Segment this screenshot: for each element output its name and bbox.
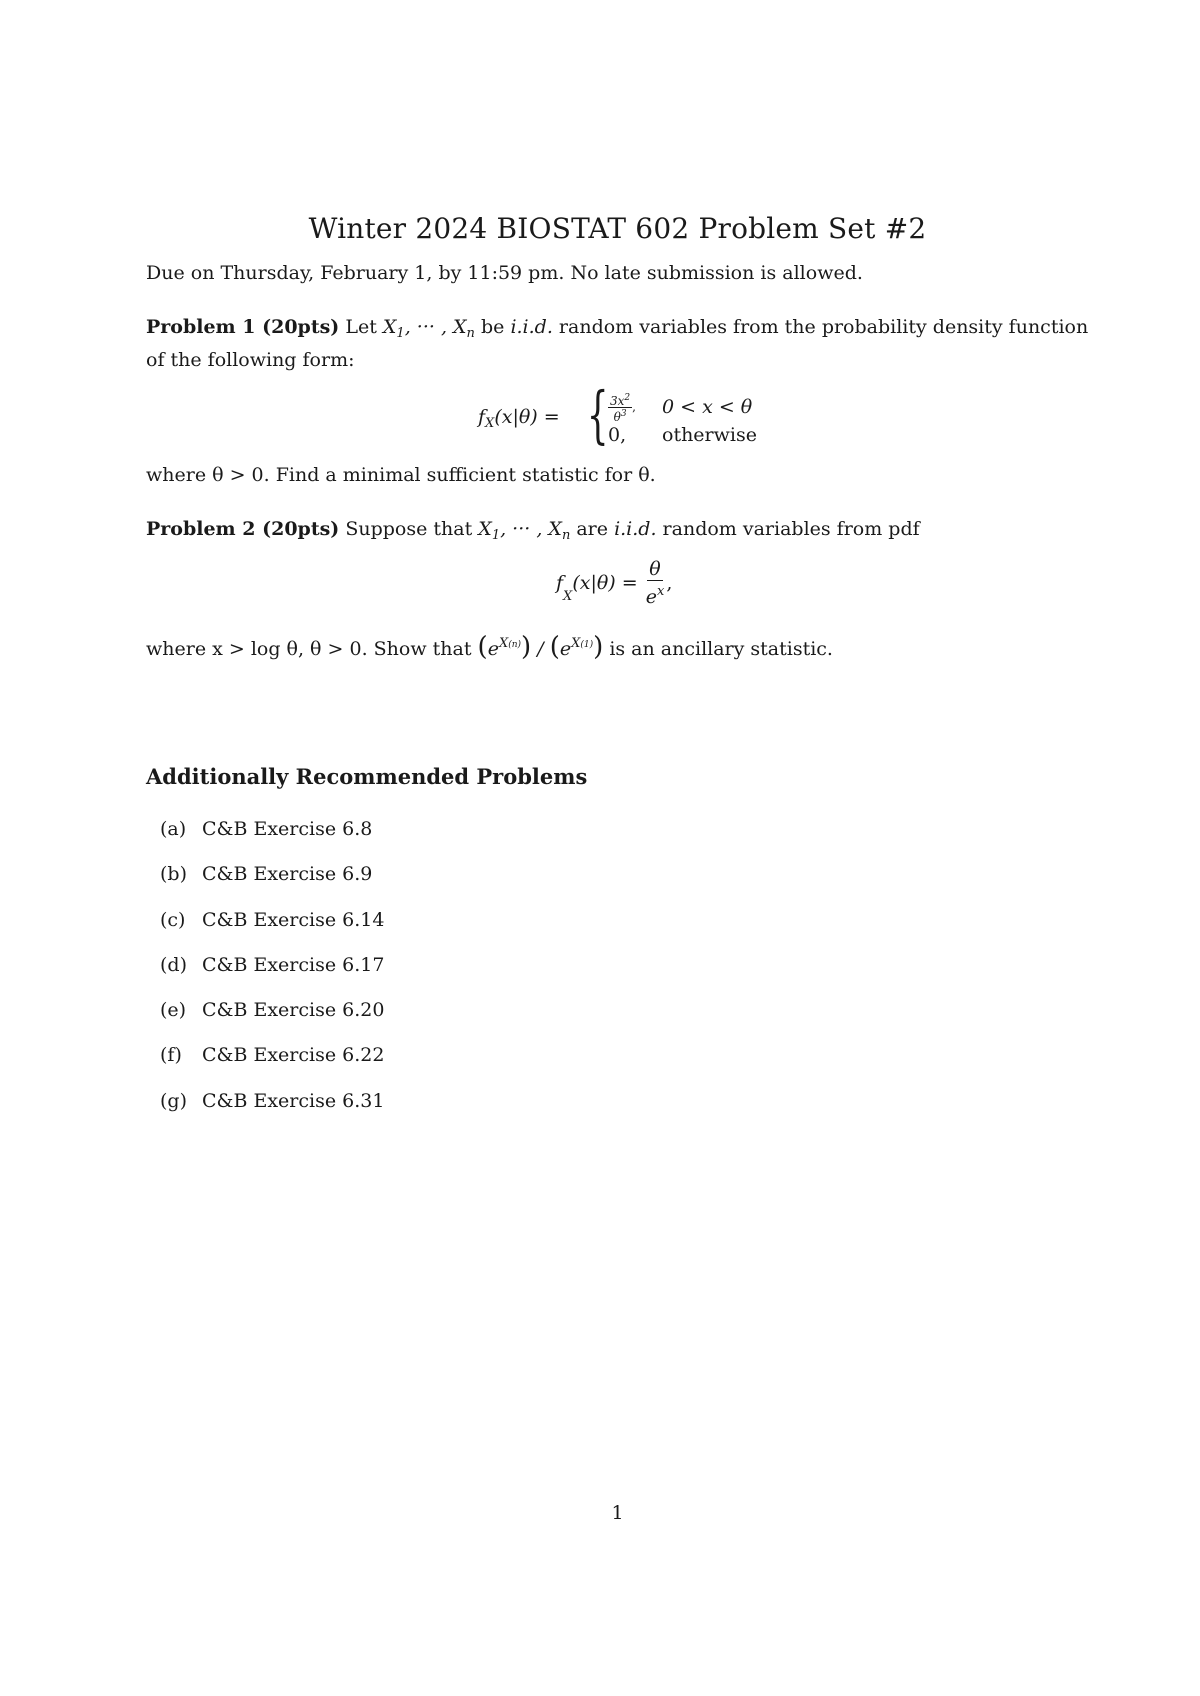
- case-1-value: $\frac{3x^2}{\theta^3}$ ,: [610, 393, 636, 424]
- recommended-heading: Additionally Recommended Problems: [146, 764, 588, 789]
- math-x1-xn: $X_1$, ··· , $X_n$: [382, 316, 475, 341]
- document-title: Winter 2024 BIOSTAT 602 Problem Set #2: [308, 212, 927, 245]
- due-note: Due on Thursday, February 1, by 11:59 pm. No late submission is allowed.: [146, 262, 863, 284]
- list-item: (c) C&B Exercise 6.14: [160, 908, 385, 931]
- list-item: (f) C&B Exercise 6.22: [160, 1044, 385, 1067]
- problem-2-statement: Problem 2 (20pts) Suppose that $X_1$, ··· , $X_n$ are i.i.d. random variables from pdf: [146, 518, 920, 543]
- document-page: Winter 2024 BIOSTAT 602 Problem Set #2 Due on Thursday, February 1, by 11:59 pm. No late submission is allowed. Problem 1 (20pts) Let $X_1$, ··· , $X_n$ be i.i.d. random variables from the probability density function of the following form: $f_X(x|\theta)$ = { $\frac{3x^2}{\theta^3}$ , 0 < x < θ 0, otherwise where θ > 0. Find a minimal sufficient statistic for θ. Problem 2 (20pts) Suppose that $X_1$, ··· , $X_n$ are i.i.d. random variables from pdf $f_X(x|\theta)$ = $\frac{\theta}{e^x}$ , where x > log θ, θ > 0. Show that $(e^{X(n)}) / (e^{X(1)})$ is an ancillary statistic. Additionally Recommended Problems (a) C&B Exercise 6.8 (b) C&B Exercise 6.9 (c) C&B Exercise 6.14 (d) C&B Exercise 6.17 (e) C&B Exercise 6.20 (f) C&B Exercise 6.22 (g) C&B Exercise 6.31 1: [0, 0, 1200, 1696]
- problem-1-label: Problem 1 (20pts): [146, 316, 340, 338]
- list-item: (g) C&B Exercise 6.31: [160, 1089, 385, 1112]
- problem-2-closing: where x > log θ, θ > 0. Show that $(e^{X(n)}) / (e^{X(1)})$ is an ancillary statistic.: [146, 632, 833, 662]
- math-ratio: $(e^{X(n)}) / (e^{X(1)})$: [477, 632, 604, 662]
- problem-2-label: Problem 2 (20pts): [146, 518, 340, 540]
- problem-2-equation: $f_X(x|\theta)$ = $\frac{\theta}{e^x}$ ,: [556, 558, 673, 608]
- left-brace: {: [586, 378, 609, 451]
- math-x1-xn: $X_1$, ··· , $X_n$: [478, 518, 571, 543]
- list-item: (d) C&B Exercise 6.17: [160, 953, 385, 976]
- problem-1-closing: where θ > 0. Find a minimal sufficient statistic for θ.: [146, 464, 656, 486]
- list-item: (a) C&B Exercise 6.8: [160, 818, 373, 840]
- page-number: 1: [611, 1502, 624, 1524]
- list-item: (b) C&B Exercise 6.9: [160, 863, 373, 886]
- problem-1-statement: Problem 1 (20pts) Let $X_1$, ··· , $X_n$ be i.i.d. random variables from the probability density function of the following form:: [146, 316, 1089, 371]
- list-item: (e) C&B Exercise 6.20: [160, 999, 385, 1022]
- recommended-list: [160, 818, 384, 1135]
